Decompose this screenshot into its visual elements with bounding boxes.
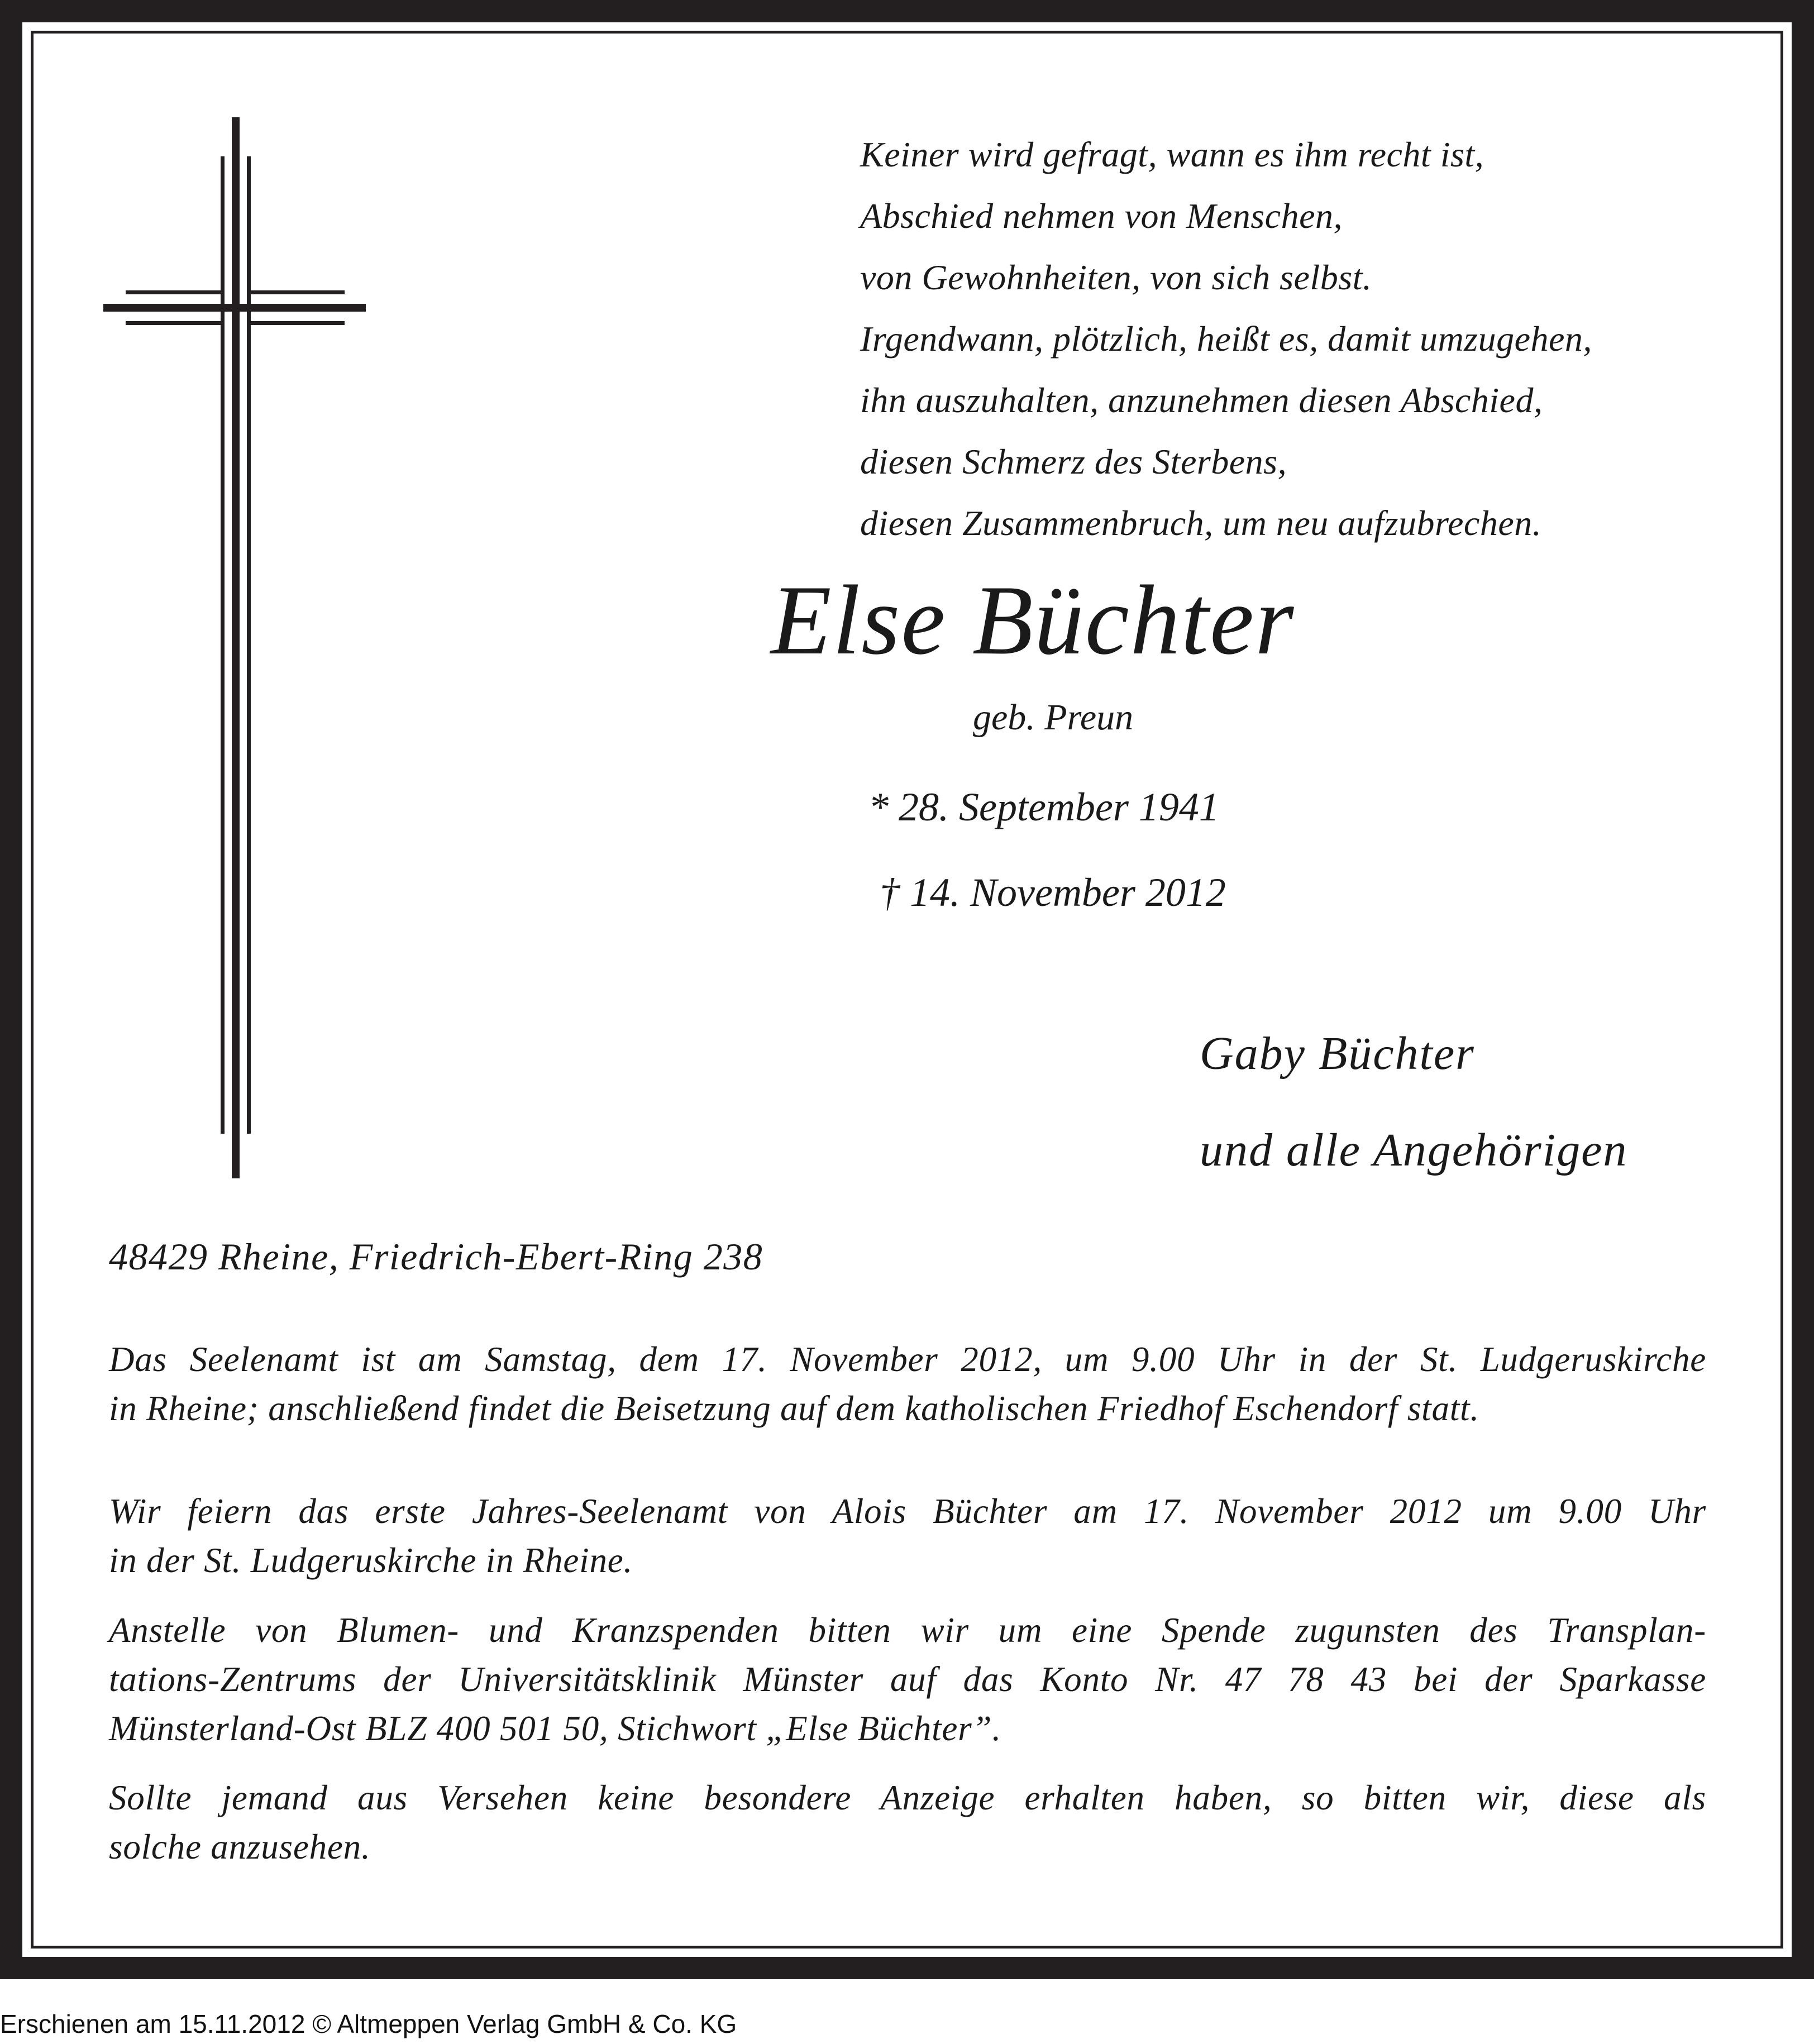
death-date: † 14. November 2012 [880,870,1226,915]
poem-line: Keiner wird gefragt, wann es ihm recht ist, [860,135,1484,174]
funeral-mass-paragraph [109,1335,1706,1433]
publication-footer: Erschienen am 15.11.2012 © Altmeppen Verlag GmbH & Co. KG [0,2009,737,2038]
address: 48429 Rheine, Friedrich-Ebert-Ring 238 [109,1235,763,1278]
paragraph-line: Das Seelenamt ist am Samstag, dem 17. November 2012, um 9.00 Uhr in der St. Ludgeruskirche [109,1340,1706,1379]
cross-icon [103,117,366,1178]
paragraph-line: Anstelle von Blumen- und Kranzspenden bitten wir um eine Spende zugunsten des Transplan- [109,1611,1706,1650]
mourner-name: Gaby Büchter [1200,1028,1475,1080]
birth-date: * 28. September 1941 [868,785,1219,829]
poem-line: diesen Schmerz des Sterbens, [860,442,1287,481]
poem-line: diesen Zusammenbruch, um neu aufzubrechen. [860,503,1542,543]
paragraph-line: tations-Zentrums der Universitätsklinik Münster auf das Konto Nr. 47 78 43 bei der Sparkasse [109,1660,1706,1699]
paragraph-line: solche anzusehen. [109,1827,371,1866]
notice-paragraph [109,1773,1706,1871]
maiden-name: geb. Preun [973,697,1134,738]
poem-line: von Gewohnheiten, von sich selbst. [860,257,1372,297]
paragraph-line: in der St. Ludgeruskirche in Rheine. [109,1541,633,1580]
donation-paragraph [109,1606,1706,1753]
poem-line: Abschied nehmen von Menschen, [860,196,1343,236]
anniversary-mass-paragraph [109,1487,1706,1585]
paragraph-line: Münsterland-Ost BLZ 400 501 50, Stichwort „Else Büchter”. [109,1709,1001,1748]
poem [860,124,1592,554]
deceased-name: Else Büchter [771,565,1295,675]
mourner-relatives: und alle Angehörigen [1200,1124,1628,1176]
paragraph-line: Sollte jemand aus Versehen keine besondere Anzeige erhalten haben, so bitten wir, diese als [109,1778,1706,1817]
poem-line: Irgendwann, plötzlich, heißt es, damit umzugehen, [860,319,1592,359]
paragraph-line: Wir feiern das erste Jahres-Seelenamt von Alois Büchter am 17. November 2012 um 9.00 Uhr [109,1492,1706,1531]
poem-line: ihn auszuhalten, anzunehmen diesen Abschied, [860,380,1543,420]
paragraph-line: in Rheine; anschließend findet die Beisetzung auf dem katholischen Friedhof Eschendorf statt. [109,1389,1479,1428]
